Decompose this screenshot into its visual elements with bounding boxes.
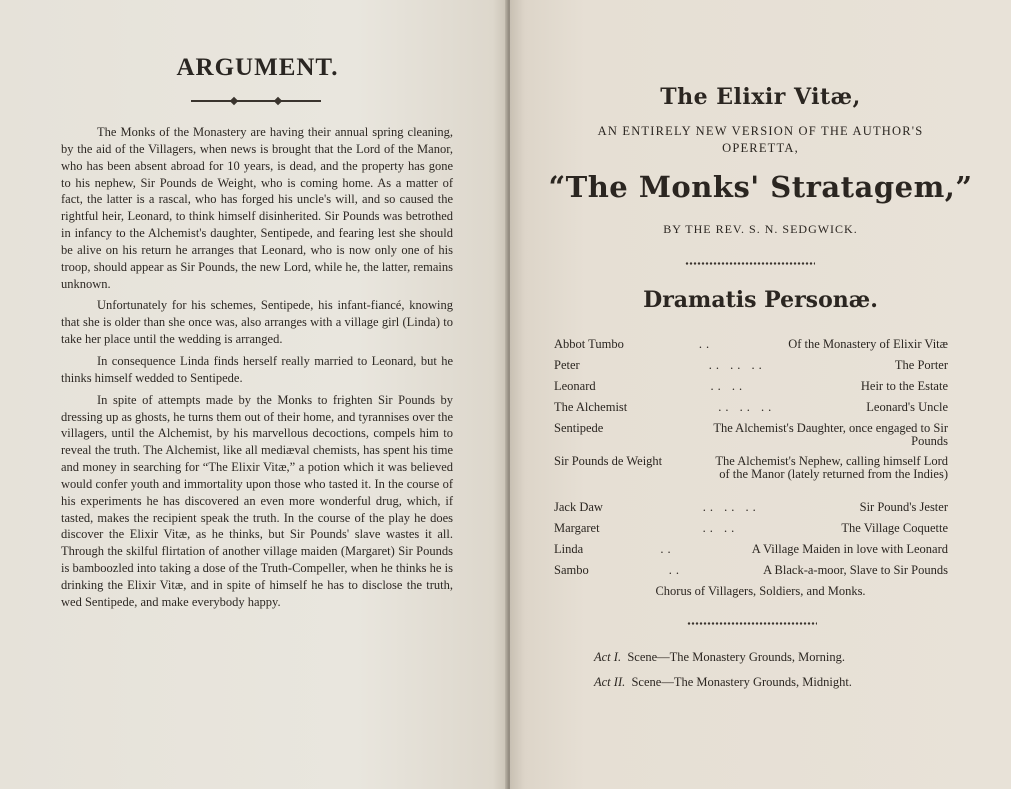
argument-body (61, 124, 453, 616)
scene-text: Scene—The Monastery Grounds, Midnight. (631, 675, 852, 689)
character-name: The Alchemist (554, 400, 628, 414)
leader-dots: .. (698, 337, 714, 351)
cast-row (554, 399, 948, 420)
cast-row (554, 453, 948, 499)
subtitle-line: AN ENTIRELY NEW VERSION OF THE AUTHOR'S (597, 124, 924, 138)
character-role: The Village Coquette (841, 521, 948, 535)
character-role: Leonard's Uncle (866, 400, 948, 414)
scene-text: Scene—The Monastery Grounds, Morning. (627, 650, 845, 664)
dotted-rule (687, 622, 817, 625)
character-name: Linda (554, 542, 584, 556)
character-name: Jack Daw (554, 500, 603, 514)
argument-paragraph: Unfortunately for his schemes, Sentipede, his infant-fiancé, knowing that she is older than she once was, also arranges with a village girl (Linda) to take her place until the wedding is arranged. (61, 298, 453, 347)
cast-row (554, 520, 948, 541)
argument-paragraph: In consequence Linda finds herself really married to Leonard, but he thinks himself wedded to Sentipede. (61, 353, 453, 385)
cast-row (554, 541, 948, 562)
argument-paragraph: The Monks of the Monastery are having their annual spring cleaning, by the aid of the Villagers, when news is brought that the Lord of the Manor, who has been absent abroad for 10 years, is dead, and the property has gone to his nephew, Sir Pounds de Weight, who is coming home. As a matter of fact, the latter is a rascal, who has forged his uncle's will, and so caused the rightful heir, Leonard, to think himself disinherited. Sir Pounds was betrothed in infancy to the Alchemist's daughter, Sentipede, and fearing lest she should be alive on his return he arranges that Leonard, who is now only one of his troop, should appear as Sir Pounds, the new Lord, while he, the latter, remains unknown. (61, 125, 453, 291)
act-label: Act II. (594, 675, 626, 689)
ornamental-rule (191, 100, 321, 102)
leader-dots: .. (660, 542, 675, 556)
leader-dots: .. (668, 563, 684, 577)
cast-row (554, 499, 948, 520)
cast-row (554, 420, 948, 453)
character-name: Abbot Tumbo (554, 337, 624, 351)
character-role: The Alchemist's Daughter, once engaged to Sir Pounds (713, 421, 948, 448)
cast-row (554, 336, 948, 357)
cast-row (554, 562, 948, 583)
leader-dots (603, 420, 683, 422)
dramatis-personae-title: Dramatis Personæ. (643, 287, 878, 313)
chorus-line: Chorus of Villagers, Soldiers, and Monks. (655, 584, 866, 598)
character-name: Margaret (554, 521, 600, 535)
character-name: Sir Pounds de Weight (554, 454, 663, 468)
character-name: Leonard (554, 379, 596, 393)
act-line (594, 650, 845, 665)
character-role: Sir Pound's Jester (859, 500, 948, 514)
leader-dots: .. .. .. (702, 500, 760, 514)
act-line (594, 675, 852, 690)
character-role: The Porter (894, 358, 948, 372)
character-role: Heir to the Estate (860, 379, 948, 393)
leader-dots: .. .. (710, 379, 747, 393)
cast-list (554, 336, 948, 583)
cast-row (554, 357, 948, 378)
right-page (510, 0, 1011, 789)
leader-dots: .. .. (702, 521, 739, 535)
play-title: The Elixir Vitæ, (660, 84, 861, 110)
character-name: Sentipede (554, 421, 604, 435)
character-role: The Alchemist's Nephew, calling himself Lord of the Manor (lately returned from the Indies) (715, 454, 948, 481)
character-role: A Village Maiden in love with Leonard (751, 542, 948, 556)
cast-row (554, 378, 948, 399)
character-name: Sambo (554, 563, 589, 577)
dotted-rule (685, 262, 815, 265)
leader-dots: .. .. .. (708, 358, 766, 372)
argument-title: ARGUMENT. (176, 54, 339, 81)
argument-paragraph: In spite of attempts made by the Monks to frighten Sir Pounds by dressing up as ghosts, he turns them out of their home, and tyrannises over the villagers, until the Alchemist, by his marvellous decoctions, compels him to reveal the truth. The Alchemist, like all mediæval chemists, has spent his time and money in searching for “The Elixir Vitæ,” a potion which it was believed would confer youth and immortality upon those who tasted it. In the course of his experiments he has discovered an even more wonderful drug, which, if tasted, makes the recipient speak the truth. In the course of the play he does discover the Elixir Vitæ, as he thinks, but Sir Pounds' slave wastes it all. Through the skilful flirtation of another village maiden (Margaret) Sir Pounds is bamboozled into taking a dose of the Truth-Compeller, when he thinks he is drinking the Elixir Vitæ, and in spite of himself he has to disclose the truth, wed Sentipede, and make everybody happy. (61, 392, 453, 609)
leader-dots: .. .. .. (718, 400, 776, 414)
author-byline: BY THE REV. S. N. SEDGWICK. (663, 222, 858, 236)
character-name: Peter (554, 358, 580, 372)
subtitle-line: OPERETTA, (722, 141, 799, 155)
character-role: Of the Monastery of Elixir Vitæ (788, 337, 948, 351)
play-subtitle (540, 123, 981, 157)
leader-dots (662, 453, 713, 455)
act-label: Act I. (594, 650, 622, 664)
character-role: A Black-a-moor, Slave to Sir Pounds (763, 563, 948, 577)
operetta-title: “The Monks' Stratagem,” (548, 170, 973, 204)
